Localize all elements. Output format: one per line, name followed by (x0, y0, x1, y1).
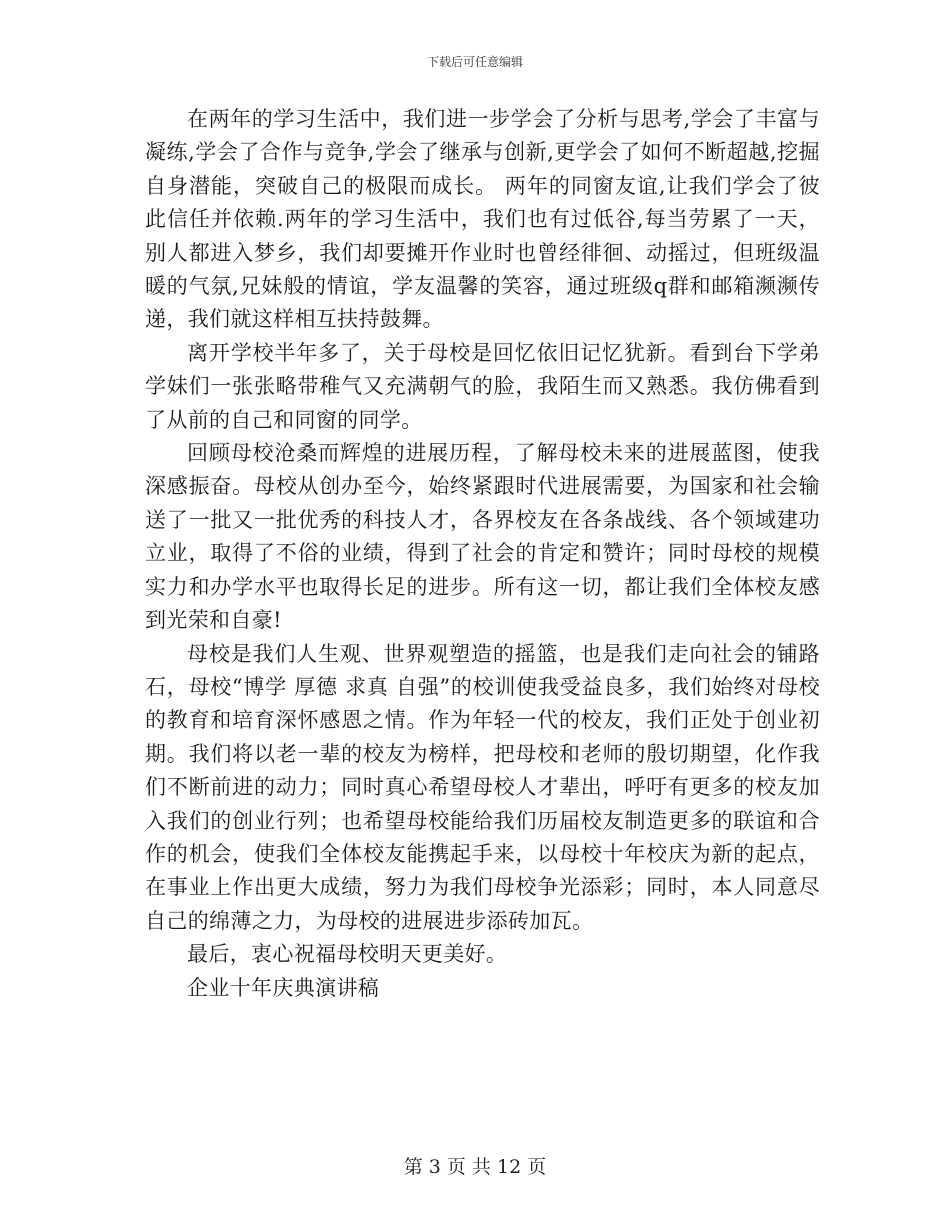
paragraph-4: 母校是我们人生观、世界观塑造的摇篮，也是我们走向社会的铺路石，母校“博学 厚德 求真 自强”的校训使我受益良多，我们始终对母校的教育和培育深怀感恩之情。作为年轻一代的校友，我们正处于创业初期。我们将以老一辈的校友为榜样，把母校和老师的殷切期望，化作我们不断前进的动力；同时真心希望母校人才辈出，呼吁有更多的校友加入我们的创业行列；也希望母校能给我们历届校友制造更多的联谊和合作的机会，使我们全体校友能携起手来，以母校十年校庆为新的起点，在事业上作出更大成绩，努力为我们母校争光添彩；同时，本人同意尽自己的绵薄之力，为母校的进展进步添砖加瓦。 (145, 641, 820, 933)
section-title: 企业十年庆典演讲稿 (187, 975, 380, 1000)
paragraph-5: 最后，衷心祝福母校明天更美好。 (187, 942, 508, 967)
paragraph-1: 在两年的学习生活中，我们进一步学会了分析与思考,学会了丰富与凝练,学会了合作与竞争,学会了继承与创新,更学会了如何不断超越,挖掘自身潜能，突破自己的极限而成长。 两年的同窗友谊,让我们学会了彼此信任并依赖.两年的学习生活中，我们也有过低谷,每当劳累了一天，别人都进入梦乡，我们却要摊开作业时也曾经徘徊、动摇过，但班级温暖的气氛,兄妹般的情谊，学友温馨的笑容，通过班级q群和邮箱濒濒传递，我们就这样相互扶持鼓舞。 (145, 107, 820, 332)
paragraph-3: 回顾母校沧桑而辉煌的进展历程，了解母校未来的进展蓝图，使我深感振奋。母校从创办至今，始终紧跟时代进展需要，为国家和社会输送了一批又一批优秀的科技人才，各界校友在各条战线、各个领域建功立业，取得了不俗的业绩，得到了社会的肯定和赞许；同时母校的规模实力和办学水平也取得长足的进步。所有这一切，都让我们全体校友感到光荣和自豪! (145, 441, 820, 633)
paragraph-2: 离开学校半年多了，关于母校是回忆依旧记忆犹新。看到台下学弟学妹们一张张略带稚气又充满朝气的脸，我陌生而又熟悉。我仿佛看到了从前的自己和同窗的同学。 (145, 340, 820, 432)
document-body (145, 103, 820, 1005)
page-header: 下载后可任意编辑 (426, 55, 523, 69)
page-footer: 第 3 页 共 12 页 (403, 1156, 547, 1178)
